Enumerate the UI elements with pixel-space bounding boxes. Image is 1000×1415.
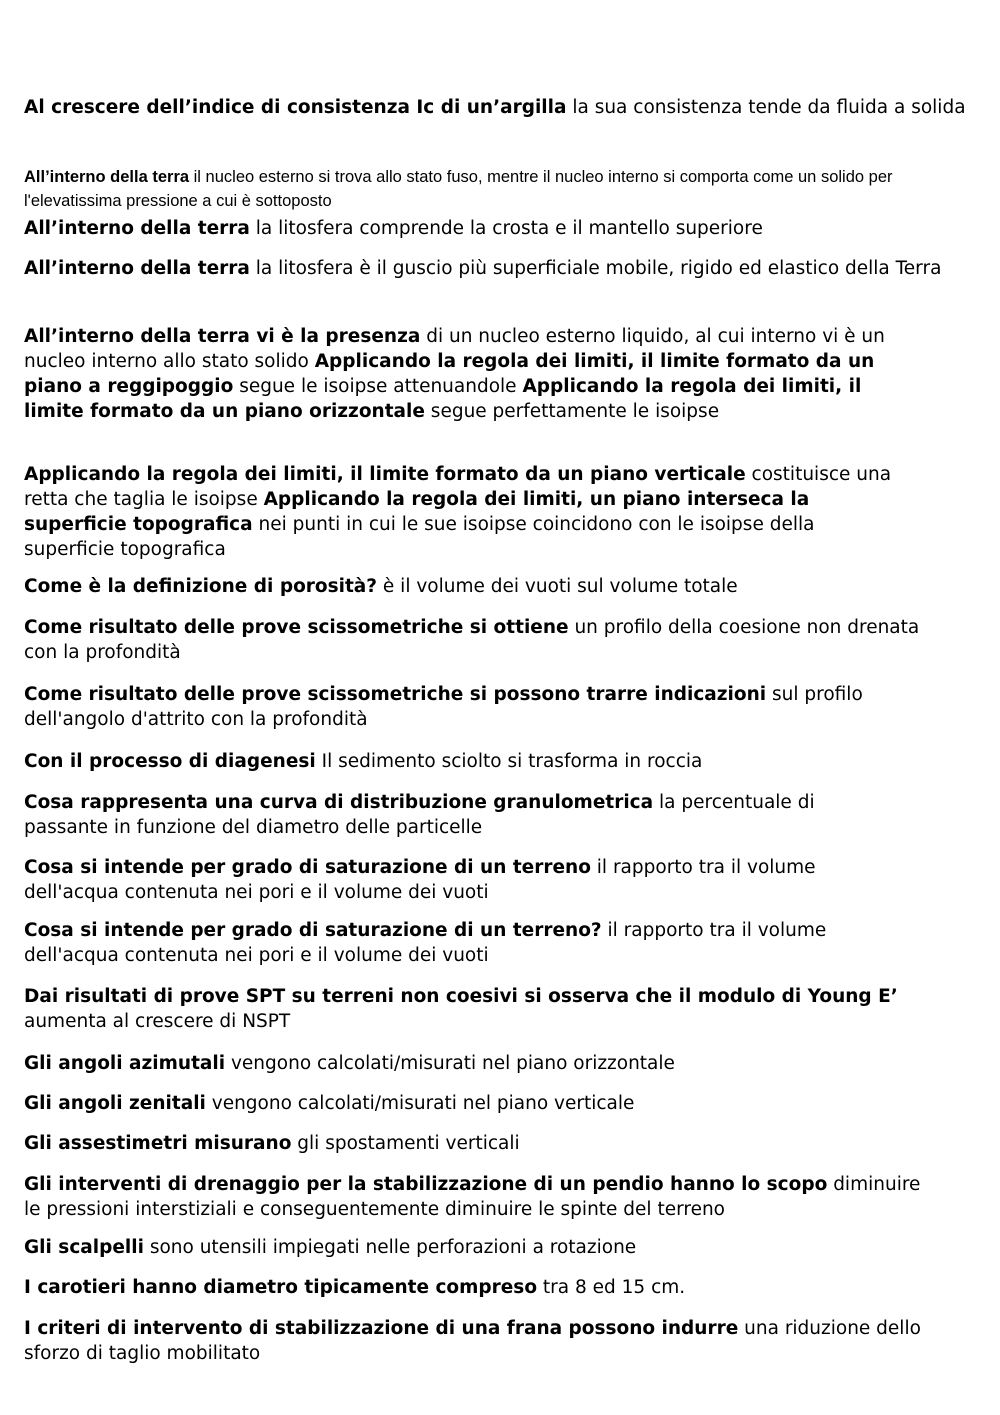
entry-6 — [24, 462, 904, 562]
entry-19 — [24, 1235, 984, 1260]
entry-answer: nei punti in cui le sue isoipse coincidono con le isoipse della superficie topografica — [24, 514, 815, 560]
entry-answer: segue perfettamente le isoipse — [424, 401, 720, 422]
entry-question: Come risultato delle prove scissometriche si ottiene — [24, 617, 569, 638]
entry-17 — [24, 1131, 984, 1156]
entry-20 — [24, 1275, 984, 1300]
entry-4 — [24, 256, 984, 281]
entry-question: Gli interventi di drenaggio per la stabilizzazione di un pendio hanno lo scopo — [24, 1174, 828, 1195]
entry-5 — [24, 324, 902, 424]
entry-answer: di un nucleo esterno liquido, al cui interno vi è un nucleo interno allo stato solido — [24, 326, 885, 372]
entry-question: Applicando la regola dei limiti, il limite formato da un piano orizzontale — [24, 376, 862, 422]
entry-question: Come risultato delle prove scissometriche si possono trarre indicazioni — [24, 684, 767, 705]
entry-answer: aumenta al crescere di NSPT — [24, 1011, 291, 1032]
entry-question: Cosa si intende per grado di saturazione di un terreno — [24, 857, 591, 878]
entry-21 — [24, 1316, 959, 1366]
entry-answer: il rapporto tra il volume dell'acqua contenuta nei pori e il volume dei vuoti — [24, 857, 816, 903]
entry-question: Cosa si intende per grado di saturazione di un terreno? — [24, 920, 602, 941]
entry-answer: la litosfera è il guscio più superficiale mobile, rigido ed elastico della Terra — [249, 258, 942, 279]
entry-10 — [24, 749, 984, 774]
entry-question: Gli assestimetri misurano — [24, 1133, 292, 1154]
entry-answer: diminuire le pressioni interstiziali e conseguentemente diminuire le spinte del terreno — [24, 1174, 921, 1220]
entry-question: Applicando la regola dei limiti, il limite formato da un piano verticale — [24, 464, 746, 485]
entry-answer: un profilo della coesione non drenata con la profondità — [24, 617, 920, 663]
entry-answer: sono utensili impiegati nelle perforazioni a rotazione — [143, 1237, 637, 1258]
entry-7 — [24, 574, 984, 599]
entry-answer: gli spostamenti verticali — [291, 1133, 520, 1154]
entry-answer: segue le isoipse attenuandole — [233, 376, 523, 397]
entry-3 — [24, 216, 984, 241]
entry-answer: sul profilo dell'angolo d'attrito con la profondità — [24, 684, 863, 730]
entry-answer: tra 8 ed 15 cm. — [537, 1277, 686, 1298]
entry-answer: vengono calcolati/misurati nel piano verticale — [205, 1093, 635, 1114]
entry-question: All’interno della terra — [24, 258, 250, 279]
entry-answer: il rapporto tra il volume dell'acqua contenuta nei pori e il volume dei vuoti — [24, 920, 827, 966]
entry-2 — [24, 165, 984, 213]
entry-answer: la percentuale di passante in funzione del diametro delle particelle — [24, 792, 815, 838]
entry-question: Dai risultati di prove SPT su terreni non coesivi si osserva che il modulo di Young E’ — [24, 986, 898, 1007]
entry-answer: vengono calcolati/misurati nel piano orizzontale — [225, 1053, 675, 1074]
entry-question: All’interno della terra — [24, 218, 250, 239]
entry-answer: è il volume dei vuoti sul volume totale — [377, 576, 738, 597]
entry-question: Applicando la regola dei limiti, un piano interseca la superficie topografica — [24, 489, 810, 535]
entry-answer: la sua consistenza tende da fluida a solida — [566, 97, 966, 118]
entry-question: Come è la definizione di porosità? — [24, 576, 378, 597]
entry-question: Con il processo di diagenesi — [24, 751, 316, 772]
entry-question: Al crescere dell’indice di consistenza Ic di un’argilla — [24, 97, 567, 118]
entry-answer: una riduzione dello sforzo di taglio mobilitato — [24, 1318, 921, 1364]
entry-14 — [24, 984, 984, 1034]
entry-8 — [24, 615, 944, 665]
entry-question: All’interno della terra vi è la presenza — [24, 326, 421, 347]
entry-16 — [24, 1091, 984, 1116]
entry-question: Gli angoli azimutali — [24, 1053, 226, 1074]
entry-question: Gli scalpelli — [24, 1237, 144, 1258]
entry-12 — [24, 855, 904, 905]
entry-question: All’interno della terra — [24, 168, 190, 186]
entry-13 — [24, 918, 914, 968]
entry-answer: la litosfera comprende la crosta e il mantello superiore — [249, 218, 763, 239]
entry-11 — [24, 790, 904, 840]
entry-answer: Il sedimento sciolto si trasforma in roccia — [315, 751, 703, 772]
entry-question: I carotieri hanno diametro tipicamente compreso — [24, 1277, 538, 1298]
entry-1 — [12, 95, 994, 120]
entry-18 — [24, 1172, 939, 1222]
entry-question: Gli angoli zenitali — [24, 1093, 206, 1114]
entry-answer: il nucleo esterno si trova allo stato fuso, mentre il nucleo interno si comporta come un solido per l'elevatissima pressione a cui è sottoposto — [24, 168, 893, 210]
entry-answer: costituisce una retta che taglia le isoipse — [24, 464, 892, 510]
entry-9 — [24, 682, 944, 732]
entry-15 — [24, 1051, 984, 1076]
entry-question: I criteri di intervento di stabilizzazione di una frana possono indurre — [24, 1318, 739, 1339]
entry-question: Applicando la regola dei limiti, il limite formato da un piano a reggipoggio — [24, 351, 875, 397]
entry-question: Cosa rappresenta una curva di distribuzione granulometrica — [24, 792, 654, 813]
